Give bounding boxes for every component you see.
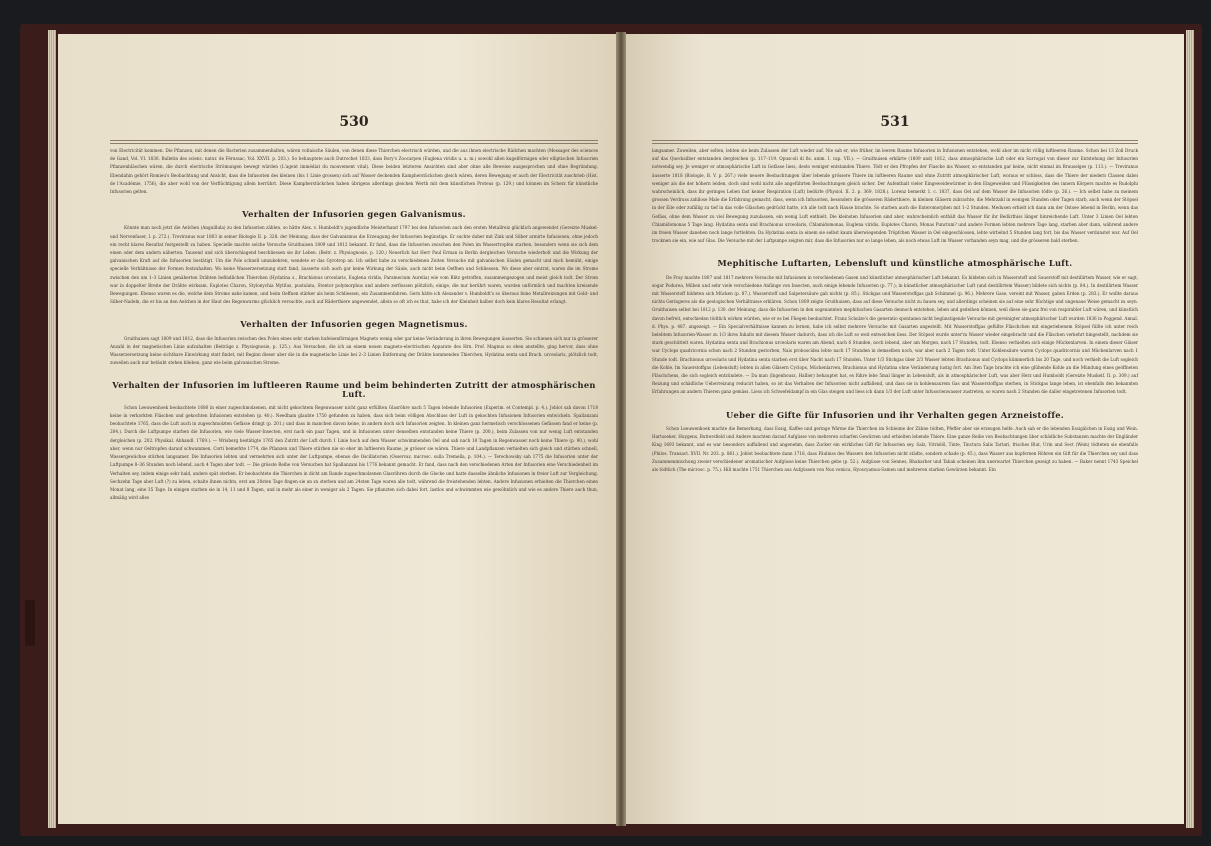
page-body: [652, 147, 1138, 474]
section-paragraph: Schon Leeuwenhoek beobachtete 1680 in einer zugeschmolzenen, mit nicht gekochtem Regenwasser nicht ganz erfüllten Glasröhre nach 5 Tagen lebende Infusorien (Experim. et Contempl. p. 4.). Joblot sah davon 1718 keine in verkorkten Fläschen und gekochten Infusionen entstehen (p. 40.). Needham glaubte 1750 gefunden zu haben, dass sich beim völligen Abschluss der Luft in gekochten Infusionen Infusorien entwickeln. Spallanzani beobachtete 1765, dass die Luft auch in zugeschmolzten Gefässe dringt (p. 201.) und dass in manchen davon keine, in andern doch sich Infusorien zeigten. In kleinen ganz hermetisch verschlossenen Gefässen fand er keine (p. 204.). Durch die Luftpumpe starben die Infusorien, wie viele Wasser-Insecten, erst nach ein paar Tagen, und in Infusionen unter denselben entstanden keine Thiere (p. 200.), beim Zulassen von nur wenig Luft entstanden dergleichen (p. 202. Physikal. Abhandl. 1769.). — Wrisberg bestätigte 1765 den Zutritt der Luft durch 1 Linie hoch auf dem Wasser schwimmenden Oel und sah nach 18 Tagen in Regenwasser noch keine Thiere (p. 90.), wohl aber, wenn nur Oeltropfen darauf schwammen. Corti bemerkte 1774, die Pflanzen und Thiere stürben nie so eher im luftleeren Raume, je grösser sie wären. Thiere und Landpflanzen verhielten sich gleich und stürben schnell, Wassergewächse stürben langsamer. Die Infusorien lebten und vermehrten sich unter der Luftpumpe, ebenso die Oscillatorien (Osservaz. microsc. sulla Tremella, p. 104.). — Terechowsky sah 1775 die Infusorien unter der Luftpumpe 8–36 Stunden noch lebend, auch 4 Tagen aber todt. — Die grösste Reihe von Versuchen hat Spallanzani bis 1776 bekannt gemacht. Er fand, dass nach den verschiedenen Arten der Infusorien eine Verschiedenheit im Verhalten sey, indem einige sehr bald, andere spät sterben. Er beobachtete die Thierchen in dicht am Rande zugeschmolzenen Glasröhren durch die Glocke und hatte dasselbe ähnliche Infusionen in freier Luft zur Vergleichung. Sechzehn Tage aber Luft (?) zu leben, schalte ihnen nichts, erst am 20sten Tage fingen sie an zu sterben und am 24sten Tage waren alle todt, während die freistehenden lebten. Andere Infusionen erhielten die Thierchen einen Monat lang, eine 35 Tage. In einigen starben sie in 14, 11 und 8 Tagen, und in mehr als einer in weniger als 2 Tagen. Sie pflanzten sich dabei fort, lastlos und schwimmten wie gewöhnlich und wie es andere Thiere auch thun, allmälig wird alles: [110, 404, 598, 501]
intro-paragraph: langsamer. Zuweilen, aber selten, lebten sie beim Zulassen der Luft wieder auf. Nie sah er, wie früher, im leeren Raume Infusorien in Infusionen entstehen, wohl aber im nicht völlig luftleeren Raume. Schon bei 13 Zoll Druck auf das Quecksilber entstanden dergleichen (p. 117–119. Opuscoli di fis. anim. I. cap. VII.). — Gruithuisen erklärte (1809 und) 1812, dass atmosphärische Luft oder ein Surrogat von dieser zur Entstehung der Infusorien notwendig sey. Je weniger er atmosphärische Luft in Gefässe liess, desto weniger entstanden Thiere. Tödt er den Pfropfen der Flasche ins Wasser, so entstanden gar keine, nicht einmal im Brauselges (p. 113.). — Treviranus äusserte 1818 (Biologie, B. V. p. 267.) viele neuere Beobachtungen über lebende grössere Thiere im luftleeren Raume und ohne Zutritt atmosphärischer Luft, woraus er schloss, dass die Thiere der niedern Classen dabei weniger als die der höhern leiden, doch sind wohl nicht alle angeführten Beobachtungen gleich sicher. Der Aufenthalt vieler Eingeweidewürmer in den Eingeweiden und Flüssigkeiten des innern Körpers machte es Rudolphi wahrscheinlich, dass ihr geringes Leben fast keiner Respiration (Luft) bedürfe (Physiol. II. 2. p. 369. 1828.). Lorenz bemerkt 1. c. 1837, dass Oel auf dem Wasser die Infusorien tödte (p. 26.). — Ich selbst habe zu meinem grossen Verdruss zahllose Male die Erfahrung gemacht, dass, wenn ich Infusorien, besonders die grösseren Räderthiere, in kleinen Gläsern zubrachte, die Mehrzahl in wenigen Stunden oder Tagen starb, auch wenn der Stöpsel in der Eile oder zufällig zu tief in das volle Gläschen gedrückt hatte, ich alle todt nach Hause brachte. So starben auch die Enteromorphen mit 1–2 Stunden. Medusen erhielt ich dann am der Ostsee lebend in Berlin, wenn das Gefäss, ohne dem Wasser zu viel Bewegung zuzulassen, ein wenig Luft enthielt. Die kleinsten Infusorien sind aber, wahrscheinlich enthält das Wasser für ihr Bedürfniss länger hinreichende Luft. Unter 3 Linien Oel lebten Chlamidomonas 5 Tage lang. Hydatina senta und Brachionus urceolaris, Chlamidomonas, Euglena viridis, Euplotes Charon, Monas Punctum? und andere Formen lebten mehrere Tage lang, starben aber dann, während andere im freien Wasser daneben noch lange fortlebten. Da Hydatina senta in einem sie selbst kaum überwiegenden Tröpfchen Wasser in Oel eingeschlossen, lebte wirbelnd 5 Stunden lang fort, bis das Wasser verdunstet war. Auf Oel trocknen sie ein, wie auf Glas. Die Versuche mit der Luftpumpe zeigten mir, dass die Infusorien nur so lange leben, als noch etwas Luft im Wasser vorhanden seyn mag, und die grösseren bald sterben.: [652, 148, 1138, 244]
page-edges-left: [48, 30, 56, 828]
intro-paragraph: von Electricität kommen. Die Pflanzen, mit denen die Bacterien zusammenhalten, wären voltaische Säulen, von denen diese Thierchen electrisch würden, und die aus ihnen electrische Rädchen machten (Messager des sciences de Gand, Vol. VI. 1830. Bulletin des scienc. natur. de Férussac, Vol. XXVII. p. 203.). So behauptete auch Dutrochet 1833, dass Bory's Zoocarpen (Euglena viridis u. a. m.) sowohl allen kugelförmigen oder elliptischen Infusorien Pflanzenbläschen wären, die durch electrische Strömungen bewegt würden (L'agent immédiat du mouvement vital). Diese beiden letzteren Ansichten sind aber ohne alle Beweise ausgesprochen und ohne Begründung. Ebendahin gehört Romieu's Beobachtung und Ansicht, dass die Infusorien des kleinen (bis 1 Linie grossen) sich auf Wasser deckenden Kampherstückchen gleich wären, deren Bewegung er auch der Electricität zuschrieb (Hist. de l'Académie, 1756), die aber wohl von der Verflüchtigung allein herrührt. Diese Kampherstückchen haben übrigens allerdings gleichen Werth mit dem künstlichen Proteus (p. 129.) und können im Scherz für künstliche Infusorien gelten.: [110, 148, 598, 195]
page-body: [110, 147, 598, 502]
section-paragraph: Schon Leeuwenhoek machte die Bemerkung, dass Essig, Kaffee und geringe Wärme die Thierchen im Schleime der Zähne tödten, Pfeffer aber sie erzeugen helfe. Auch sah er die lebenden Essigälchen in Essig und Wein. Hartsoeker, Huygens, Buttersfield und Andere machten darauf Aufgüsse von mehreren scharfen Gewürzen und erhielten lebende Thiere. Eine ganze Reihe von Beobachtungen über schädliche Substanzen machte der Engländer King 1693 bekannt, und es war besonders auffallend und angenehm, dass Zucker ein wirkliches Gift für Infusorien sey. Salz, Vitriolöl, Tinte, Tinctura Salis Tartari, frisches Blut, Urin und Sect (Wein) tödteten sie ebenfalls (Philos. Transact. XVII. Nr. 203. p. 861.). Joblot beobachtete dann 1718, dass Fäulniss des Wassers den Infusorien nicht städte, sondern schade (p. 45.), dass Wasser aus kupfernen Röhren ein Gift für die Thierchen sey und dass Zusammenmischung zweier verschiedener aromatischer Aufgüsse keine Thierchen gebe (p. 52.). Aufgüsse von Sennes, Rhabarber und Tabak scheinen ihm unerwartet Thierchen gezeigt zu haben. — Baker nennt 1743 Speichel als tödtlich (The microsc. p. 75.). Hill machte 1751 Thierchen aus Aufgüssen von Nux vomica, Hyoscyamus-Samen und mehreren starken Gewürzen bekannt. Ein: [652, 425, 1138, 472]
header-rule: [652, 140, 1138, 144]
section-heading: Ueber die Gifte für Infusorien und ihr Verhalten gegen Arzneistoffe.: [725, 409, 1064, 420]
section-heading: Verhalten der Infusorien gegen Magnetismus.: [240, 319, 468, 330]
open-book: [20, 20, 1202, 838]
left-page: [58, 34, 618, 824]
section-heading: Verhalten der Infusorien im luftleeren Raume und beim behinderten Zutritt der atmosphärischen Luft.: [112, 380, 596, 399]
right-page: [624, 34, 1184, 824]
section-heading: Verhalten der Infusorien gegen Galvanismus.: [242, 209, 466, 220]
header-rule: [110, 140, 598, 144]
page-number: 530: [339, 114, 369, 130]
section-heading: Mephitische Luftarten, Lebensluft und künstliche atmosphärische Luft.: [717, 258, 1073, 269]
page-edges-right: [1186, 30, 1194, 828]
section-paragraph: De Fray machte 1807 und 1817 mehrere Versuche mit Infusionen in verschiedenen Gasen und künstlicher atmosphärischer Luft bekannt. Es bildeten sich in Wasserstoff und Sauerstoff mit destillirtem Wasser, wie er sagt, sogar Podurea, Milben und sehr viele verschiedene Anfänge von Insecten, auch einige lebende Infusorien (p. 77.); in künstlicher atmosphärischer Luft (und destillirtem Wasser) bildete sich nichts (p. 84.). In destillirtem Wasser mit Wasserstoff bildeten sich Mücken (p. 87.). Wasserstoff und Salpetersäure gab nichts (p. 85.). Stickgas und Wasserstoffgas gab Schimmel (p. 96.). Mehrere Gase, vereint mit Wasser, gaben Erden (p. 283.). Er wollte daraus nichts Geringeres als die geologischen Verhältnisse erklären. Schon 1809 zeigte Gruithuisen, dass auf diese Versuche nicht zu bauen sey, und allerdings scheinen sie auf eine sehr flüchtige und ungenaue Weise gemacht zu seyn. Gruithuisen selbst bei 1812 p. 130. der Meinung, dass die Infusorien in den sogenannten mephitischen Gasarten dennoch entstehen, leben und gedeihen können, weil diese sie ganz frei von respirabler Luft wären, und künstlich davon befreit, entschieden tödtlich wirken würden, wie er es bei Fliegen beobachtet. Franz Schulze's die generatio spontanea nicht begünstigende Versuche mit gereinigter atmosphärischer Luft wurden 1836 in Poggend. Annal. d. Phys. p. 487. angezeigt. — Ein Specialverhältnisse kannen zu lernen, habe ich selbst mehrere Versuche mit Gasarten angestellt. Mit Wasserstoffgas gefüllte Fläschchen mit eingeriebenem Stöpsel füllte ich unter reich belebtem Infusorien-Wasser zu 1/3 ihres Inhalts mit diesem Wasser dadurch, dass ich die Luft so weit entweichen liess. Der Stöpsel wurde unter'm Wasser wieder eingebracht und die Fläschen verkehrt hingestellt, nachdem sie stark geschüttelt waren. Hydatina senta und Brachionus urceolaris waren am Abend, nach 6 Stunden, noch lebend, aber am Morgen, nach 17 Stunden, todt. Ebenso verhielten sich einige Mückenlarven. In einem dieser Gläser war Cyclops quadricornis schon nach 2 Stunden gestorben, Nais proboscidea lebte nach 17 Stunden in demselben noch, war aber nach 2 Tagen todt. Unter Kohlensäure waren Cyclops quadricornis und Mückenlarven nach 1 Stunde todt. Brachionus urceolaris und Hydatina senta starben erst über Nacht nach 17 Stunden. Unter 1/3 Stickgas über 2/3 Wasser lebten Brachionus und Cyclops kümmerlich bis 20 Tage, und noch verhielt die Luft sogleich die Kohle. Im Sauerstoffgas (Lebensluft) lebten in allen Gläsern Cyclops, Mückenlarven, Brachionus und Hydatina ohne Veränderung lustig fort. Am 3ten Tage brachte ich eine glühende Kohle an die Mündung eines geöffneten Fläschchens, die sich sogleich entzündete. — Da man (Ingenhousz, Hallier) behauptet hat, es führe lebe 5mal länger in Lebensluft, als in atmosphärischer Luft, was aber Herz und Humboldt (Gereizte Muskelf. II. p. 309.) auf Reizung und schädliche Ueberreizung reducirt haben, so ist das Verhalten der Infusorien nicht auffallend, und dass sie in kohlensaurem Gas und Wasserstoffgas sterben, in Stickgas lange leben, ist ebenfalls den bekannten Erfahrungen an andern Thieren ganz gemäss. Liess ich Schwefeldampf in ein Glas steigen und liess ich dann 1/3 der Luft unter Infusorienwasser zustreten, so waren nach 2 Stunden die daller eingetretenen Infusorien todt.: [652, 274, 1138, 395]
section-paragraph: Gruithuisen sagt 1809 und 1812, dass die Infusorien zwischen den Polen eines sehr starken hufeisenförmigen Magnets wenig oder gar keine Veränderung in ihren Bewegungen äusserten. Sie schienen sich nur in grösserer Anzahl in der magnetischen Linie aufzuhalten (Beiträge z. Physiognosie, p. 125.). Aus Versuchen, die ich an einem neuen magneto-electrischen Apparate des Hrn. Prof. Magnus so eben anstellte, ging hervor, dass ohne Wasserzersetzung keine sichtbare Einwirkung statt findet, mit Beginn dieser aber die in die magnetische Linie bei 2–3 Linien Entfernung der Drähte kommenden Thierchen, Hydatina senta und Brach. urceolaris, plötzlich todt, zuweilen auch nur betäubt stehen blieben, ganz wie beim galvanischen Strome.: [110, 335, 598, 366]
section-paragraph: Könnte man noch jetzt die Aelchen (Anguillula) zu den Infusorien zählen, so hätte Alex. v. Humboldt's jugendliche Meisterhand 1797 bei den Infusorien auch den ersten Metallreiz glücklich angewendet (Gereizte Muskel- und Nervenfaser, I. p. 272.). Treviranus war 1803 in seiner Biologie II. p. 328. der Meinung, dass der Galvanismus die Erzeugung der Infusorien begünstige. Er suchte daher mit Zink und Silber armirte Infusionen, ohne jedoch ein recht klares Resultat festgestellt zu haben. Specielle machte solche Versuche Gruithuisen 1809 und 1812 bekannt. Er fand, dass die Infusorien zwischen den Polen im Wassertropfen starben, besonders wenn sie sich dem einen oder dem andern näherten. Tausend und sich überschlagend beschliessen sie ihr Leben. (Beitr. z. Physiognosie, p. 120.) Neuerlich hat Herr Paul Erman in Berlin dergleichen Versuche wiederholt und die Wirkung der galvanischen Kraft auf die Infusorien bestätigt. Um die Pole schnell umzukehren, wendete er das Gyrotrop an. Ich selbst habe zu verschiedenen Zeiten Versuche mit galvanischen Säulen gemacht und mich bemüht, einige specielle Verhältnisse der Formen festzuhalten. Wo keine Wasserzersetzung statt fand, äusserte sich auch gar keine Wirkung der Säule, auch nicht beim Oeffnen und Schliessen. Wo diese aber eintrat, waren die im Strome zwischen den um 1–3 Linien genäherten Drähten befindlichen Thierchen (Hydatina s., Brachionus urceolaris, Euglena viridis, Paramecium Aurelia) wie vom Blitz getroffen, zusammengezogen und meist gleich todt. Der Strom war in doppelter Breite der Drähte wirksam. Euplotes Charon, Stylonychia Mytilus, pustulata, Stentor polymorphus und andere zerflossen plötzlich; einige, die nur berührt waren, wurden unförmlich und machten kreisende Bewegungen. Ebenso waren es die, welche dem Strome nahe kamen, und beim Oeffnen stärker als beim Schliessen, ein Zusammenfahren. Gern hätte ich Alexander v. Humboldt's so überaus feine Metallreizungen mit Gold- und Silber-Nadeln, die er bis an den Aelchen in der Haut des Regenwurms glücklich versuchte, auch auf Räderthiere angewendet, allein so oft ich es that, habe ich der Kleinheit halber doch kein klares Resultat erlangt.: [110, 225, 598, 305]
page-number: 531: [880, 114, 910, 130]
book-gutter: [616, 32, 626, 826]
bookmark-ribbon: [25, 600, 35, 646]
